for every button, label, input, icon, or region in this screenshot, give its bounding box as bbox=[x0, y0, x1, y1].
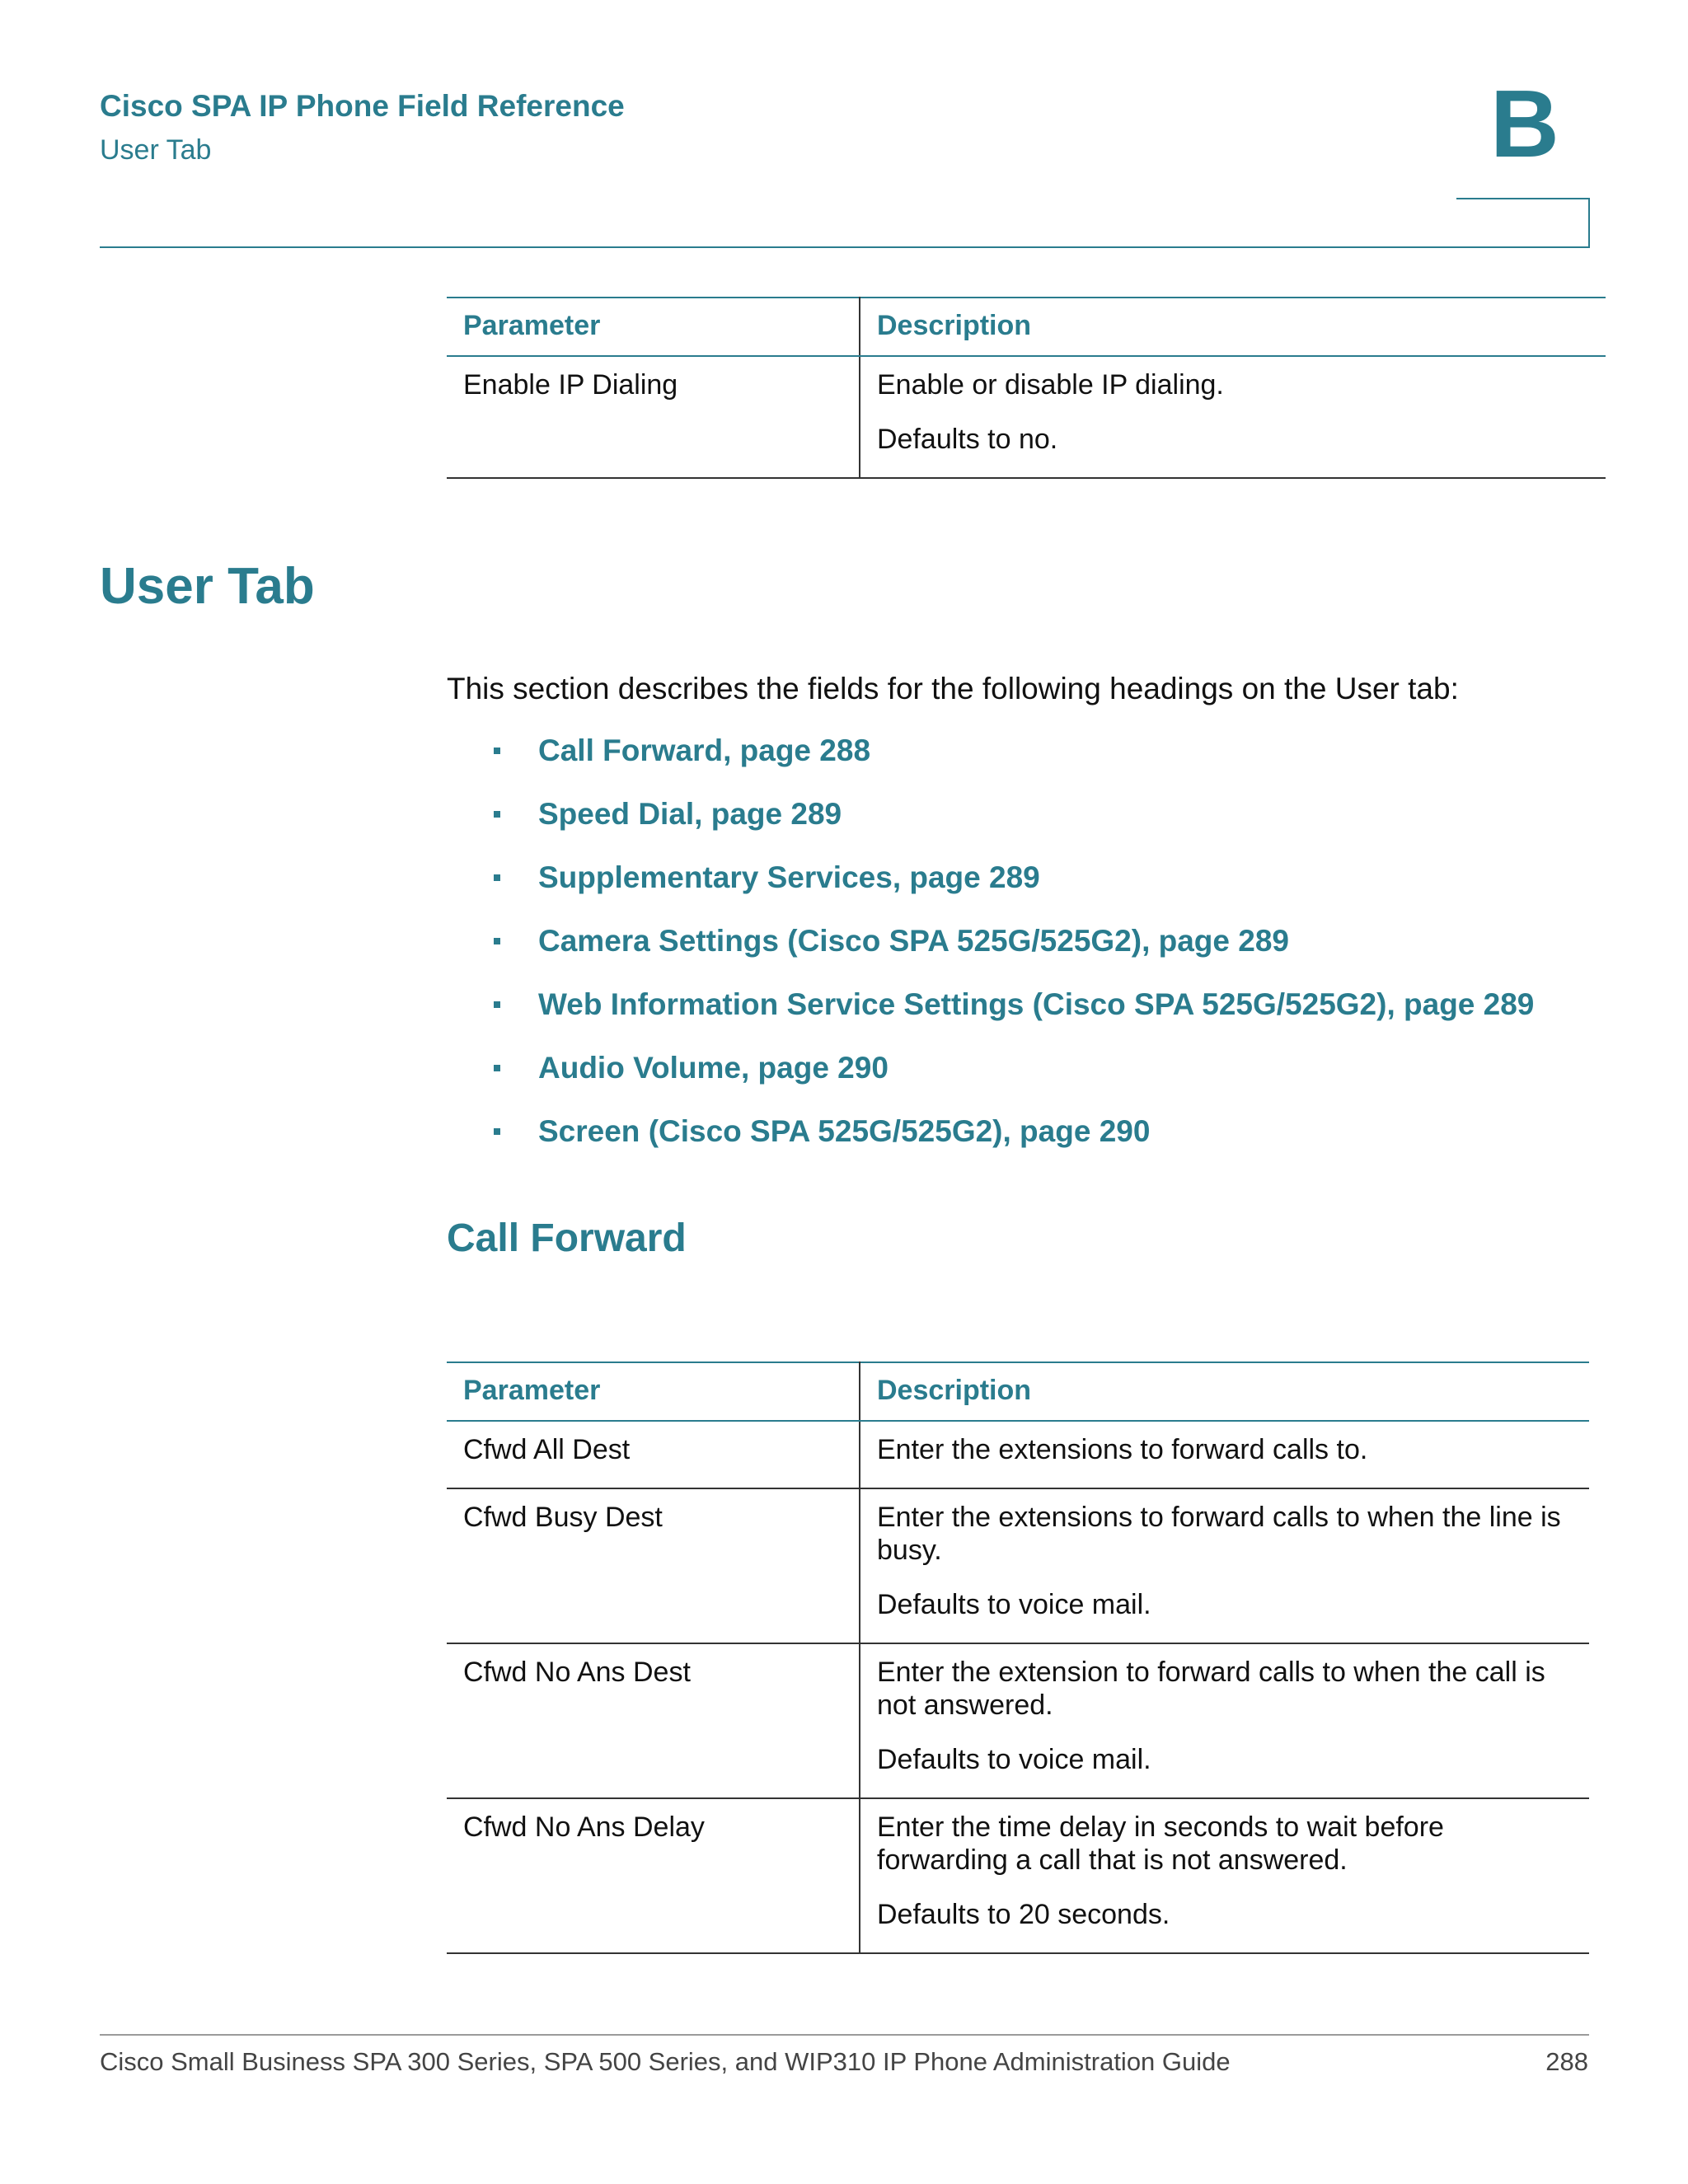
link-web-information-service[interactable] bbox=[447, 983, 1534, 1047]
link-text[interactable]: Speed Dial, page 289 bbox=[538, 797, 842, 831]
heading-link-list bbox=[447, 729, 1534, 1174]
bullet-icon bbox=[494, 874, 500, 881]
bullet-icon bbox=[494, 938, 500, 944]
link-text[interactable]: Camera Settings (Cisco SPA 525G/525G2), page 289 bbox=[538, 924, 1289, 958]
table-row bbox=[447, 1643, 1589, 1798]
description-text: Enter the extensions to forward calls to. bbox=[877, 1434, 1368, 1465]
subsection-title-call-forward: Call Forward bbox=[447, 1216, 687, 1260]
header-divider bbox=[100, 246, 1589, 248]
link-text[interactable]: Audio Volume, page 290 bbox=[538, 1051, 889, 1085]
description-text: Enter the time delay in seconds to wait before forwarding a call that is not answered. bbox=[877, 1811, 1444, 1876]
link-text[interactable]: Supplementary Services, page 289 bbox=[538, 860, 1040, 894]
link-text[interactable]: Call Forward, page 288 bbox=[538, 733, 871, 767]
column-header-description: Description bbox=[860, 1362, 1589, 1421]
running-header-subtitle: User Tab bbox=[100, 134, 212, 166]
default-text: Defaults to voice mail. bbox=[877, 1744, 1151, 1775]
column-header-parameter: Parameter bbox=[447, 1362, 860, 1421]
parameter-cell: Cfwd Busy Dest bbox=[447, 1488, 860, 1643]
link-camera-settings[interactable] bbox=[447, 920, 1534, 983]
chapter-letter: B bbox=[1490, 70, 1559, 177]
description-cell bbox=[860, 1643, 1589, 1798]
bullet-icon bbox=[494, 811, 500, 818]
link-screen[interactable] bbox=[447, 1110, 1534, 1174]
running-header-title: Cisco SPA IP Phone Field Reference bbox=[100, 89, 625, 123]
description-text: Enable or disable IP dialing. bbox=[877, 369, 1224, 401]
description-text: Enter the extension to forward calls to when the call is not answered. bbox=[877, 1657, 1545, 1721]
link-text[interactable]: Screen (Cisco SPA 525G/525G2), page 290 bbox=[538, 1114, 1151, 1148]
link-supplementary-services[interactable] bbox=[447, 856, 1534, 920]
bullet-icon bbox=[494, 1128, 500, 1135]
footer-divider bbox=[100, 2034, 1589, 2036]
link-call-forward[interactable] bbox=[447, 729, 1534, 793]
section-title: User Tab bbox=[100, 558, 315, 615]
table-row bbox=[447, 1421, 1589, 1488]
description-cell bbox=[860, 1798, 1589, 1953]
table-row bbox=[447, 1488, 1589, 1643]
parameter-cell: Cfwd No Ans Dest bbox=[447, 1643, 860, 1798]
bullet-icon bbox=[494, 1065, 500, 1071]
description-text: Enter the extensions to forward calls to when the line is busy. bbox=[877, 1502, 1561, 1566]
parameter-cell: Cfwd No Ans Delay bbox=[447, 1798, 860, 1953]
link-speed-dial[interactable] bbox=[447, 793, 1534, 856]
chapter-tab-box bbox=[1456, 198, 1590, 248]
link-text[interactable]: Web Information Service Settings (Cisco SPA 525G/525G2), page 289 bbox=[538, 987, 1535, 1021]
default-text: Defaults to no. bbox=[877, 424, 1058, 455]
table-row bbox=[447, 1798, 1589, 1953]
parameter-cell: Enable IP Dialing bbox=[447, 356, 860, 478]
default-text: Defaults to 20 seconds. bbox=[877, 1899, 1170, 1930]
table-row bbox=[447, 356, 1606, 478]
page-number: 288 bbox=[1545, 2047, 1588, 2076]
parameter-cell: Cfwd All Dest bbox=[447, 1421, 860, 1488]
column-header-description: Description bbox=[860, 298, 1606, 356]
bullet-icon bbox=[494, 748, 500, 754]
footer-guide-title: Cisco Small Business SPA 300 Series, SPA 500 Series, and WIP310 IP Phone Administration Guide bbox=[100, 2047, 1231, 2076]
description-cell bbox=[860, 1421, 1589, 1488]
top-parameter-table bbox=[447, 297, 1606, 479]
link-audio-volume[interactable] bbox=[447, 1047, 1534, 1110]
description-cell bbox=[860, 1488, 1589, 1643]
column-header-parameter: Parameter bbox=[447, 298, 860, 356]
bullet-icon bbox=[494, 1001, 500, 1008]
call-forward-table bbox=[447, 1361, 1589, 1954]
default-text: Defaults to voice mail. bbox=[877, 1589, 1151, 1620]
description-cell bbox=[860, 356, 1606, 478]
section-intro: This section describes the fields for the following headings on the User tab: bbox=[447, 672, 1459, 705]
